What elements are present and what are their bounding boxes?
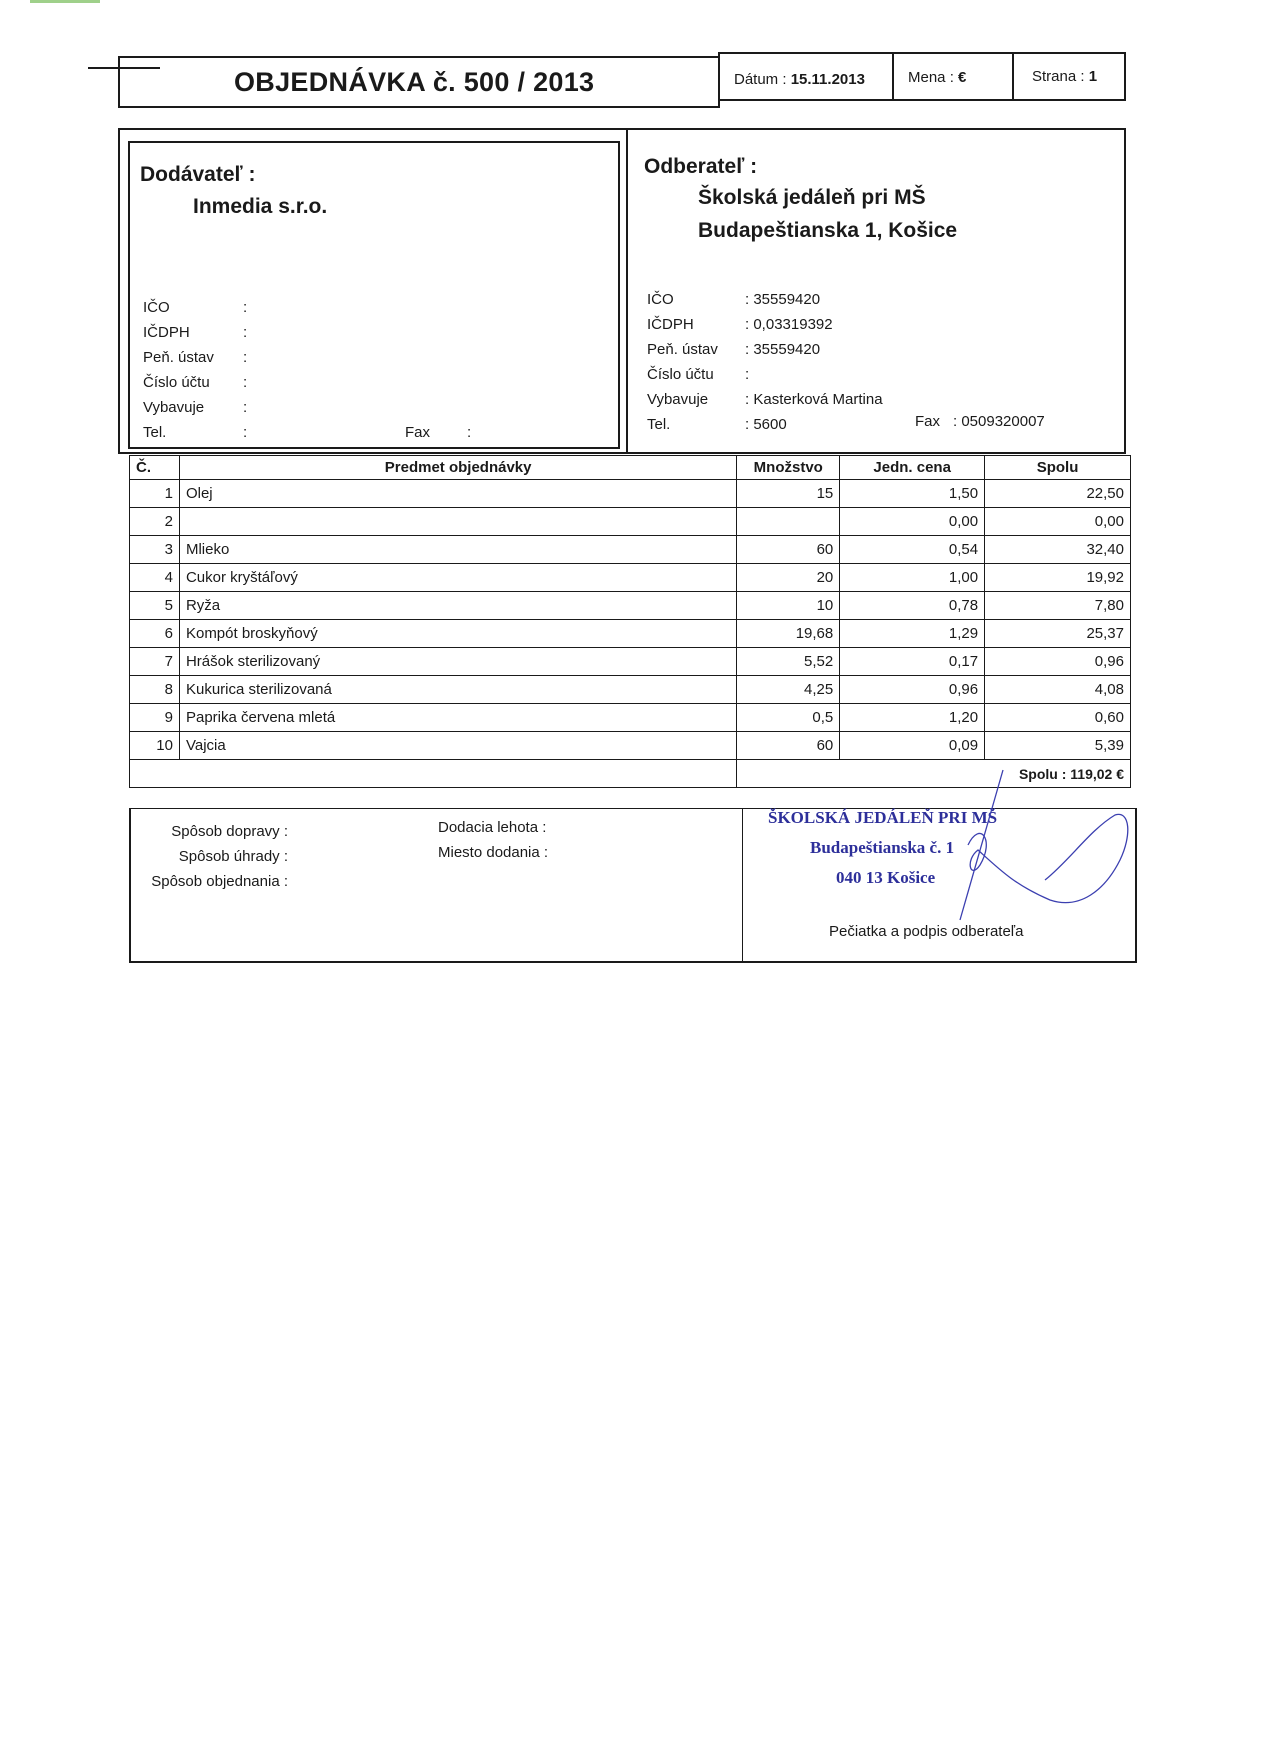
row-number: 1 bbox=[130, 480, 180, 508]
page-title: OBJEDNÁVKA č. 500 / 2013 bbox=[234, 67, 595, 97]
table-row bbox=[130, 648, 1131, 676]
row-total: 25,37 bbox=[985, 620, 1131, 648]
row-quantity: 10 bbox=[737, 592, 840, 620]
stamp-line-1: ŠKOLSKÁ JEDÁLEŇ PRI MŠ bbox=[768, 808, 998, 827]
row-number: 2 bbox=[130, 508, 180, 536]
table-row bbox=[130, 620, 1131, 648]
supplier-fax: Fax : bbox=[405, 424, 472, 441]
row-number: 6 bbox=[130, 620, 180, 648]
row-quantity: 20 bbox=[737, 564, 840, 592]
row-unit-price: 1,00 bbox=[840, 564, 985, 592]
table-row bbox=[130, 676, 1131, 704]
row-quantity: 0,5 bbox=[737, 704, 840, 732]
stamp-line-3: 040 13 Košice bbox=[836, 868, 936, 887]
row-unit-price: 0,96 bbox=[840, 676, 985, 704]
signature-caption: Pečiatka a podpis odberateľa bbox=[829, 923, 1024, 940]
page-number-value: 1 bbox=[1088, 68, 1098, 85]
supplier-field-bank: Peň. ústav : bbox=[143, 349, 248, 366]
delivery-place-label: Miesto dodania : bbox=[438, 844, 549, 861]
row-total: 0,00 bbox=[985, 508, 1131, 536]
row-item: Olej bbox=[179, 480, 736, 508]
delivery-term-label: Dodacia lehota : bbox=[438, 819, 547, 836]
row-number: 9 bbox=[130, 704, 180, 732]
row-number: 10 bbox=[130, 732, 180, 760]
buyer-field-account: Číslo účtu : bbox=[647, 366, 750, 383]
row-unit-price: 0,54 bbox=[840, 536, 985, 564]
col-header-qty: Množstvo bbox=[737, 456, 840, 480]
row-quantity: 19,68 bbox=[737, 620, 840, 648]
footer-left-labels bbox=[134, 819, 288, 894]
scan-artifact bbox=[30, 0, 100, 3]
page-number-label: Strana : bbox=[1032, 68, 1085, 85]
row-item: Ryža bbox=[179, 592, 736, 620]
row-quantity: 60 bbox=[737, 732, 840, 760]
row-unit-price: 0,78 bbox=[840, 592, 985, 620]
supplier-field-phone: Tel. : bbox=[143, 424, 248, 441]
row-item: Vajcia bbox=[179, 732, 736, 760]
date-field bbox=[734, 71, 865, 88]
stamp-line-2: Budapeštianska č. 1 bbox=[810, 838, 955, 857]
currency-value: € bbox=[958, 69, 967, 86]
payment-label: Spôsob úhrady : bbox=[178, 848, 288, 865]
currency-label: Mena : bbox=[908, 69, 954, 86]
supplier-field-handler: Vybavuje : bbox=[143, 399, 248, 416]
row-item: Hrášok sterilizovaný bbox=[179, 648, 736, 676]
row-number: 3 bbox=[130, 536, 180, 564]
transport-label: Spôsob dopravy : bbox=[171, 823, 288, 840]
row-item: Kukurica sterilizovaná bbox=[179, 676, 736, 704]
buyer-name: Školská jedáleň pri MŠ bbox=[698, 186, 926, 209]
row-quantity: 60 bbox=[737, 536, 840, 564]
col-header-unit-price: Jedn. cena bbox=[840, 456, 985, 480]
buyer-field-phone: Tel. : 5600 bbox=[647, 416, 787, 433]
table-header-row bbox=[130, 456, 1131, 480]
row-unit-price: 0,00 bbox=[840, 508, 985, 536]
order-method-label: Spôsob objednania : bbox=[151, 873, 288, 890]
supplier-heading: Dodávateľ : bbox=[140, 163, 256, 186]
row-total: 19,92 bbox=[985, 564, 1131, 592]
page-number-field bbox=[1032, 68, 1097, 85]
table-row bbox=[130, 592, 1131, 620]
buyer-field-bank: Peň. ústav : 35559420 bbox=[647, 341, 821, 358]
row-number: 5 bbox=[130, 592, 180, 620]
row-quantity: 15 bbox=[737, 480, 840, 508]
row-number: 7 bbox=[130, 648, 180, 676]
col-header-no: Č. bbox=[130, 456, 180, 480]
date-value: 15.11.2013 bbox=[790, 71, 865, 88]
buyer-address: Budapeštianska 1, Košice bbox=[698, 219, 958, 242]
buyer-heading: Odberateľ : bbox=[644, 155, 758, 178]
row-unit-price: 1,20 bbox=[840, 704, 985, 732]
buyer-fields bbox=[647, 287, 883, 437]
row-quantity: 4,25 bbox=[737, 676, 840, 704]
table-row bbox=[130, 704, 1131, 732]
row-number: 4 bbox=[130, 564, 180, 592]
table-row bbox=[130, 480, 1131, 508]
supplier-name: Inmedia s.r.o. bbox=[193, 195, 328, 218]
row-unit-price: 1,50 bbox=[840, 480, 985, 508]
row-item: Mlieko bbox=[179, 536, 736, 564]
supplier-field-account: Číslo účtu : bbox=[143, 374, 248, 391]
grand-total: Spolu : 119,02 € bbox=[737, 760, 1131, 788]
row-total: 7,80 bbox=[985, 592, 1131, 620]
row-total: 4,08 bbox=[985, 676, 1131, 704]
row-item: Cukor kryštáľový bbox=[179, 564, 736, 592]
row-total: 0,96 bbox=[985, 648, 1131, 676]
row-unit-price: 1,29 bbox=[840, 620, 985, 648]
row-unit-price: 0,17 bbox=[840, 648, 985, 676]
footer-divider bbox=[742, 808, 743, 963]
table-row bbox=[130, 536, 1131, 564]
supplier-field-ico: IČO : bbox=[143, 299, 248, 316]
row-unit-price: 0,09 bbox=[840, 732, 985, 760]
row-total: 5,39 bbox=[985, 732, 1131, 760]
row-number: 8 bbox=[130, 676, 180, 704]
row-item: Paprika červena mletá bbox=[179, 704, 736, 732]
buyer-field-handler: Vybavuje : Kasterková Martina bbox=[647, 391, 883, 408]
footer-middle-labels bbox=[438, 815, 548, 865]
row-total: 0,60 bbox=[985, 704, 1131, 732]
currency-field bbox=[908, 69, 966, 86]
table-row bbox=[130, 564, 1131, 592]
table-row bbox=[130, 732, 1131, 760]
parties-divider bbox=[626, 128, 628, 454]
row-quantity: 5,52 bbox=[737, 648, 840, 676]
row-quantity bbox=[737, 508, 840, 536]
items-table bbox=[129, 455, 1131, 788]
date-label: Dátum : bbox=[734, 71, 787, 88]
buyer-field-icdph: IČDPH : 0,03319392 bbox=[647, 316, 833, 333]
supplier-field-icdph: IČDPH : bbox=[143, 324, 248, 341]
supplier-fields bbox=[143, 295, 247, 445]
col-header-item: Predmet objednávky bbox=[179, 456, 736, 480]
table-row bbox=[130, 508, 1131, 536]
row-total: 32,40 bbox=[985, 536, 1131, 564]
row-item bbox=[179, 508, 736, 536]
buyer-field-ico: IČO : 35559420 bbox=[647, 291, 821, 308]
row-item: Kompót broskyňový bbox=[179, 620, 736, 648]
row-total: 22,50 bbox=[985, 480, 1131, 508]
signature-scribble bbox=[940, 770, 1140, 920]
col-header-total: Spolu bbox=[985, 456, 1131, 480]
buyer-fax: Fax : 0509320007 bbox=[915, 413, 1045, 430]
